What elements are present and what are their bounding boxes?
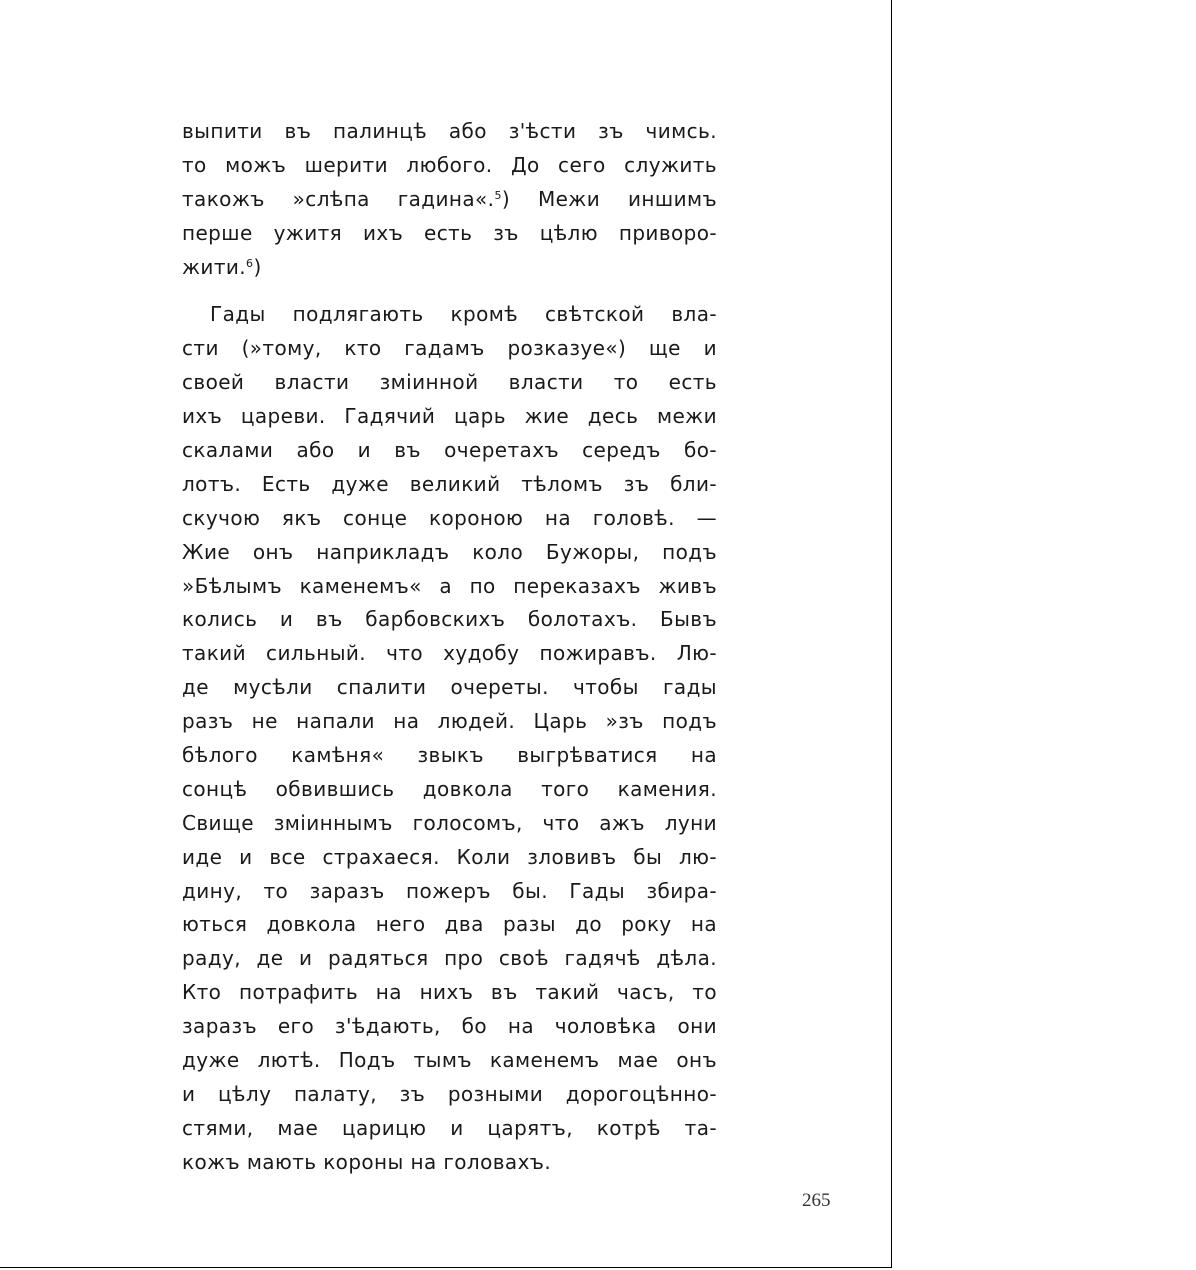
text-line: заразъ его з'ѣдають, бо на чоловѣка они: [182, 1014, 717, 1039]
paragraph-2: [182, 298, 717, 1179]
text-line: перше ужитя ихъ есть зъ цѣлю приворо-: [182, 220, 717, 245]
footnote-marker-6: 6: [246, 256, 254, 270]
text-line: то можъ шерити любого. До сего служить: [182, 152, 717, 177]
text-line: такий сильный. что худобу пожиравъ. Лю-: [182, 641, 717, 666]
text-line: сонцѣ обвившись довкола того камения.: [182, 776, 717, 801]
paragraph-1: [182, 115, 717, 284]
text-line: Жие онъ наприкладъ коло Бужоры, подъ: [182, 539, 717, 564]
text-line: ихъ цареви. Гадячий царь жие десь межи: [182, 404, 717, 429]
text-line: сти (»тому, кто гадамъ розказуе«) ще и: [182, 336, 717, 361]
text-line: [182, 183, 717, 217]
page-text: [182, 115, 717, 1180]
text-line: выпити въ палинцѣ або з'ѣсти зъ чимсь.: [182, 119, 717, 143]
text-line: дуже лютѣ. Подъ тымъ каменемъ мае онъ: [182, 1048, 717, 1073]
text-line-start: жити.: [182, 254, 247, 279]
footnote-marker-5: 5: [494, 188, 502, 202]
text-line: Гады подлягають кромѣ свѣтской вла-: [210, 302, 717, 327]
paragraph-gap: [182, 284, 717, 298]
text-line: лотъ. Есть дуже великий тѣломъ зъ бли-: [182, 471, 717, 496]
text-line: и цѣлу палату, зъ розными дорогоцѣнно-: [182, 1081, 717, 1106]
text-line-end: ): [253, 254, 262, 279]
text-line: »Бѣлымъ каменемъ« а по переказахъ живъ: [182, 573, 717, 598]
text-line: [182, 251, 717, 285]
page-number: 265: [802, 1190, 831, 1211]
text-line: дину, то заразъ пожеръ бы. Гады збира-: [182, 878, 717, 903]
text-line: скалами або и въ очеретахъ середъ бо-: [182, 438, 717, 463]
text-line: иде и все страхаеся. Коли зловивъ бы лю-: [182, 844, 717, 869]
text-line-end: ) Межи иншимъ: [501, 186, 718, 211]
text-line: скучою якъ сонце короною на головѣ. —: [182, 505, 717, 530]
text-line-start: такожъ »слѣпа гадина«.: [182, 186, 495, 211]
text-line: стями, мае царицю и царятъ, котрѣ та-: [182, 1115, 717, 1140]
text-line: кожъ мають короны на головахъ.: [182, 1149, 552, 1174]
text-line: де мусѣли спалити очереты. чтобы гады: [182, 675, 717, 700]
text-line: Кто потрафить на нихъ въ такий часъ, то: [182, 980, 717, 1005]
text-line: раду, де и радяться про своѣ гадячѣ дѣла.: [182, 946, 717, 971]
text-line: бѣлого камѣня« звыкъ выгрѣватися на: [182, 743, 717, 768]
text-line: разъ не напали на людей. Царь »зъ подъ: [182, 709, 717, 734]
text-line: колись и въ барбовскихъ болотахъ. Бывъ: [182, 607, 717, 632]
text-line: Свище змiиннымъ голосомъ, что ажъ луни: [182, 810, 717, 835]
text-line: ються довкола него два разы до року на: [182, 912, 717, 937]
text-line: своей власти змiинной власти то есть: [182, 370, 717, 395]
